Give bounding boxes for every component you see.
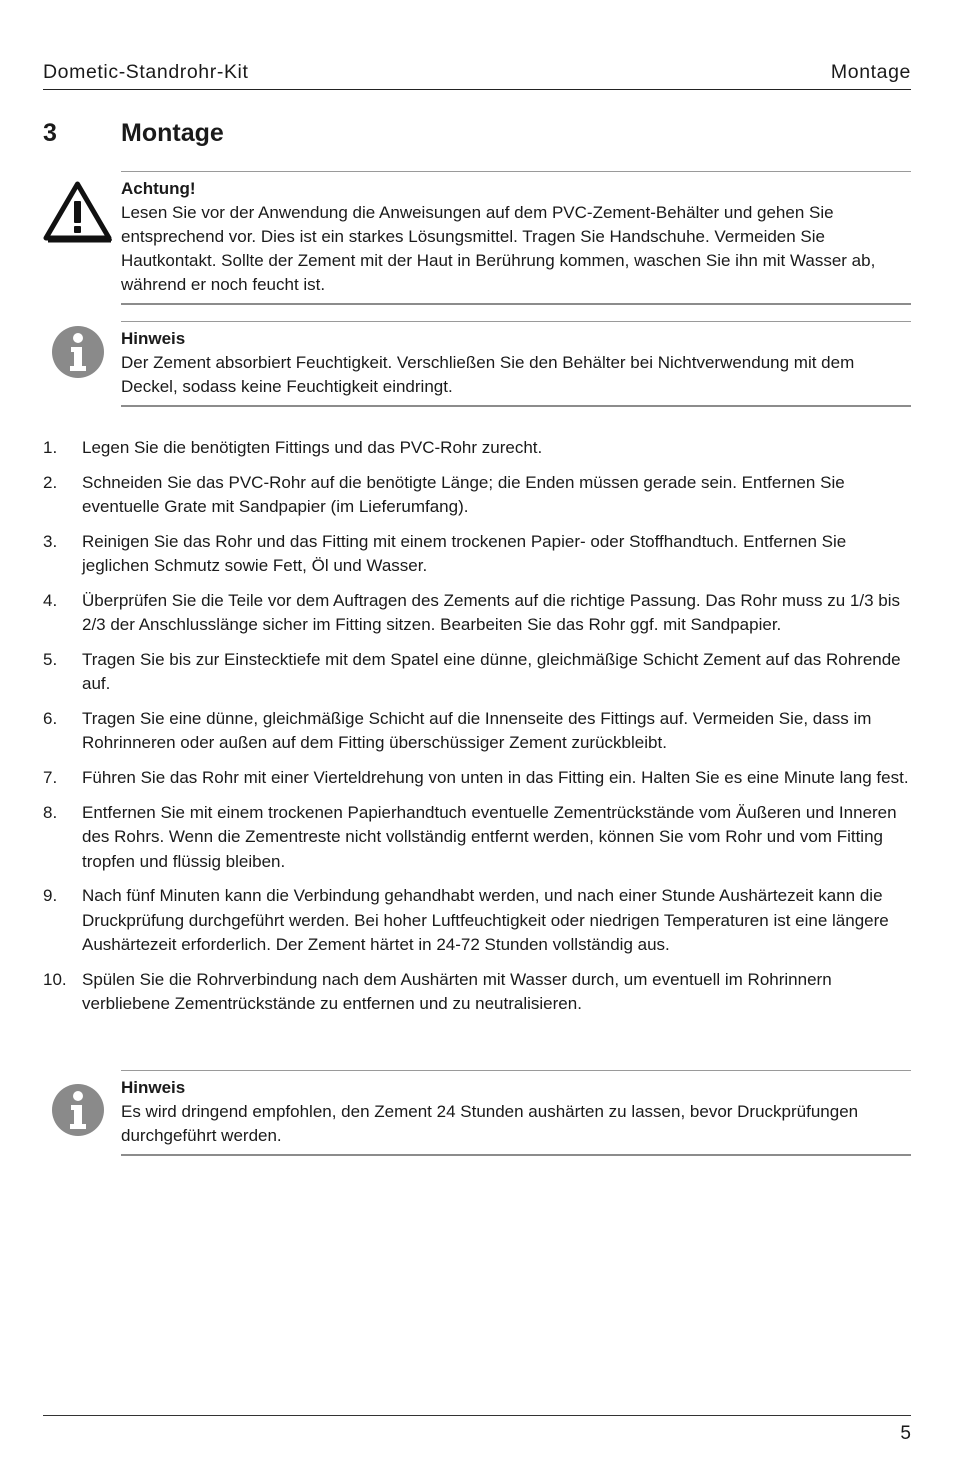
- step-number: 2.: [43, 472, 58, 492]
- footer-divider: [43, 1415, 911, 1416]
- list-item: [43, 968, 911, 1017]
- list-item: [43, 589, 911, 638]
- chapter-title: Montage: [830, 61, 911, 83]
- list-item: [43, 436, 911, 460]
- step-number: 3.: [43, 531, 58, 551]
- warning-body: Lesen Sie vor der Anwendung die Anweisungen auf dem PVC-Zement-Behälter und gehen Sie entsprechend vor. Dies ist ein starkes Lösungsmittel. Tragen Sie Handschuhe. Vermeiden Sie Hautkontakt. Sollte der Zement mit der Haut in Berührung kommen, waschen Sie ihn mit Wasser ab, während er noch feucht ist.: [121, 203, 876, 294]
- warning-title: Achtung!: [121, 179, 196, 198]
- info-icon: [51, 325, 105, 379]
- section-title: Montage: [121, 119, 224, 147]
- warning-triangle-icon: [43, 181, 112, 244]
- document-title: Dometic-Standrohr-Kit: [43, 61, 249, 83]
- page-number: 5: [900, 1423, 911, 1444]
- step-text: Tragen Sie eine dünne, gleichmäßige Schicht auf die Innenseite des Fittings auf. Vermeiden Sie, dass im Rohrinneren oder außen auf dem Fitting überschüssiger Zement zurückbleibt.: [82, 709, 872, 753]
- step-text: Nach fünf Minuten kann die Verbindung gehandhabt werden, und nach einer Stunde Aushärtezeit kann die Druckprüfung durchgeführt werden. Bei hoher Luftfeuchtigkeit oder niedrigen Temperaturen ist eine längere Aushärtezeit erforderlich. Der Zement härtet in 24-72 Stunden vollständig aus.: [82, 886, 889, 955]
- step-text: Tragen Sie bis zur Einstecktiefe mit dem Spatel eine dünne, gleichmäßige Schicht Zement auf das Rohrende auf.: [82, 650, 901, 694]
- warning-notice: [121, 171, 911, 305]
- list-item: [43, 884, 911, 957]
- section-number: 3: [43, 119, 57, 147]
- note-body: Es wird dringend empfohlen, den Zement 24 Stunden aushärten zu lassen, bevor Druckprüfungen durchgeführt werden.: [121, 1102, 859, 1145]
- step-text: Überprüfen Sie die Teile vor dem Auftragen des Zements auf die richtige Passung. Das Rohr muss zu 1/3 bis 2/3 der Anschlusslänge sicher im Fitting sitzen. Bearbeiten Sie das Rohr ggf. mit Sandpapier.: [82, 590, 901, 635]
- list-item: [43, 648, 911, 697]
- step-number: 6.: [43, 709, 58, 729]
- instruction-list: [43, 436, 911, 1027]
- step-text: Entfernen Sie mit einem trockenen Papierhandtuch eventuelle Zementrückstände vom Äußeren und Inneren des Rohrs. Wenn die Zementreste nicht vollständig entfernt werden, können Sie vom Rohr und vom Fitting tropfen und flüssig bleiben.: [82, 803, 897, 871]
- list-item: [43, 471, 911, 520]
- step-text: Legen Sie die benötigten Fittings und das PVC-Rohr zurecht.: [82, 438, 543, 457]
- step-number: 10.: [43, 969, 67, 989]
- page-header: [43, 58, 911, 90]
- step-number: 4.: [43, 590, 58, 610]
- list-item: [43, 766, 911, 790]
- note-title: Hinweis: [121, 329, 186, 348]
- step-number: 8.: [43, 803, 58, 823]
- list-item: [43, 707, 911, 756]
- step-number: 9.: [43, 886, 58, 906]
- info-icon: [51, 1083, 105, 1137]
- note-title: Hinweis: [121, 1078, 186, 1097]
- note-notice: [121, 321, 911, 407]
- list-item: [43, 530, 911, 579]
- step-number: 7.: [43, 768, 58, 788]
- list-item: [43, 801, 911, 874]
- step-text: Schneiden Sie das PVC-Rohr auf die benötigte Länge; die Enden müssen gerade sein. Entfernen Sie eventuelle Grate mit Sandpapier (im Lieferumfang).: [82, 472, 845, 517]
- step-text: Reinigen Sie das Rohr und das Fitting mit einem trockenen Papier- oder Stoffhandtuch. Entfernen Sie jeglichen Schmutz sowie Fett, Öl und Wasser.: [82, 531, 847, 576]
- step-number: 5.: [43, 650, 58, 670]
- step-text: Spülen Sie die Rohrverbindung nach dem Aushärten mit Wasser durch, um eventuell im Rohrinnern verbliebene Zementrückstände zu entfernen und zu neutralisieren.: [82, 969, 832, 1014]
- note-notice-2: [121, 1070, 911, 1156]
- note-body: Der Zement absorbiert Feuchtigkeit. Verschließen Sie den Behälter bei Nichtverwendung mit dem Deckel, sodass keine Feuchtigkeit eindringt.: [121, 353, 855, 396]
- step-number: 1.: [43, 438, 58, 457]
- step-text: Führen Sie das Rohr mit einer Vierteldrehung von unten in das Fitting ein. Halten Sie es eine Minute lang fest.: [82, 768, 909, 788]
